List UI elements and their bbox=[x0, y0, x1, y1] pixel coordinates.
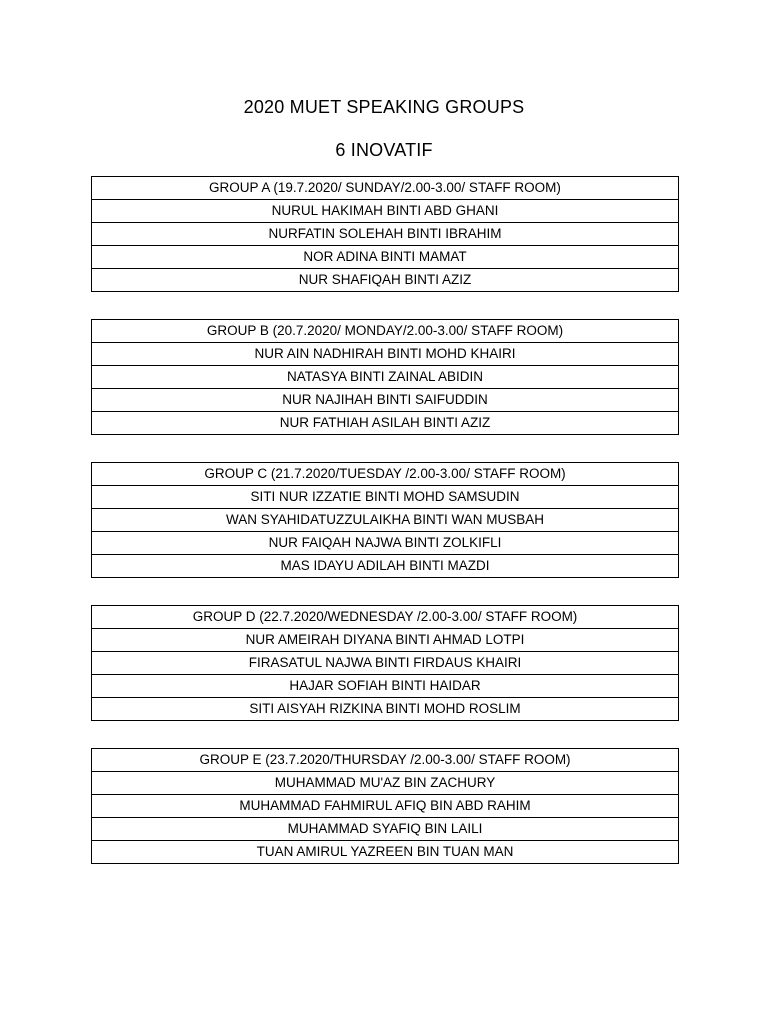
member-row bbox=[92, 269, 679, 292]
member-name: WAN SYAHIDATUZZULAIKHA BINTI WAN MUSBAH bbox=[92, 509, 679, 532]
member-name: SITI AISYAH RIZKINA BINTI MOHD ROSLIM bbox=[92, 698, 679, 721]
group-header-row bbox=[92, 606, 679, 629]
member-name: NUR AIN NADHIRAH BINTI MOHD KHAIRI bbox=[92, 343, 679, 366]
group-a-table bbox=[91, 176, 679, 292]
member-name: MUHAMMAD SYAFIQ BIN LAILI bbox=[92, 818, 679, 841]
class-name: 6 INOVATIF bbox=[335, 140, 433, 160]
group-header-row bbox=[92, 320, 679, 343]
member-name: MAS IDAYU ADILAH BINTI MAZDI bbox=[92, 555, 679, 578]
member-row bbox=[92, 675, 679, 698]
member-row bbox=[92, 223, 679, 246]
member-name: NUR FATHIAH ASILAH BINTI AZIZ bbox=[92, 412, 679, 435]
member-name: NURFATIN SOLEHAH BINTI IBRAHIM bbox=[92, 223, 679, 246]
group-header: GROUP D (22.7.2020/WEDNESDAY /2.00-3.00/ STAFF ROOM) bbox=[92, 606, 679, 629]
group-header: GROUP E (23.7.2020/THURSDAY /2.00-3.00/ STAFF ROOM) bbox=[92, 749, 679, 772]
group-b-table bbox=[91, 319, 679, 435]
member-row bbox=[92, 795, 679, 818]
member-name: NATASYA BINTI ZAINAL ABIDIN bbox=[92, 366, 679, 389]
member-row bbox=[92, 389, 679, 412]
group-header-row bbox=[92, 177, 679, 200]
member-row bbox=[92, 555, 679, 578]
member-row bbox=[92, 343, 679, 366]
member-row bbox=[92, 366, 679, 389]
member-row bbox=[92, 772, 679, 795]
member-name: MUHAMMAD FAHMIRUL AFIQ BIN ABD RAHIM bbox=[92, 795, 679, 818]
group-header: GROUP C (21.7.2020/TUESDAY /2.00-3.00/ STAFF ROOM) bbox=[92, 463, 679, 486]
member-row bbox=[92, 652, 679, 675]
member-row bbox=[92, 412, 679, 435]
member-name: TUAN AMIRUL YAZREEN BIN TUAN MAN bbox=[92, 841, 679, 864]
group-header-row bbox=[92, 463, 679, 486]
document-title: 2020 MUET SPEAKING GROUPS bbox=[243, 97, 525, 117]
member-row bbox=[92, 818, 679, 841]
member-name: NUR SHAFIQAH BINTI AZIZ bbox=[92, 269, 679, 292]
group-c-table bbox=[91, 462, 679, 578]
group-header: GROUP A (19.7.2020/ SUNDAY/2.00-3.00/ STAFF ROOM) bbox=[92, 177, 679, 200]
member-name: SITI NUR IZZATIE BINTI MOHD SAMSUDIN bbox=[92, 486, 679, 509]
group-header: GROUP B (20.7.2020/ MONDAY/2.00-3.00/ STAFF ROOM) bbox=[92, 320, 679, 343]
member-name: MUHAMMAD MU'AZ BIN ZACHURY bbox=[92, 772, 679, 795]
group-header-row bbox=[92, 749, 679, 772]
member-row bbox=[92, 629, 679, 652]
member-name: NUR FAIQAH NAJWA BINTI ZOLKIFLI bbox=[92, 532, 679, 555]
member-row bbox=[92, 246, 679, 269]
member-row bbox=[92, 509, 679, 532]
member-row bbox=[92, 532, 679, 555]
member-name: NUR NAJIHAH BINTI SAIFUDDIN bbox=[92, 389, 679, 412]
member-row bbox=[92, 486, 679, 509]
member-row bbox=[92, 200, 679, 223]
member-name: NURUL HAKIMAH BINTI ABD GHANI bbox=[92, 200, 679, 223]
member-name: HAJAR SOFIAH BINTI HAIDAR bbox=[92, 675, 679, 698]
member-name: FIRASATUL NAJWA BINTI FIRDAUS KHAIRI bbox=[92, 652, 679, 675]
group-e-table bbox=[91, 748, 679, 864]
member-row bbox=[92, 841, 679, 864]
member-name: NUR AMEIRAH DIYANA BINTI AHMAD LOTPI bbox=[92, 629, 679, 652]
member-row bbox=[92, 698, 679, 721]
group-d-table bbox=[91, 605, 679, 721]
member-name: NOR ADINA BINTI MAMAT bbox=[92, 246, 679, 269]
